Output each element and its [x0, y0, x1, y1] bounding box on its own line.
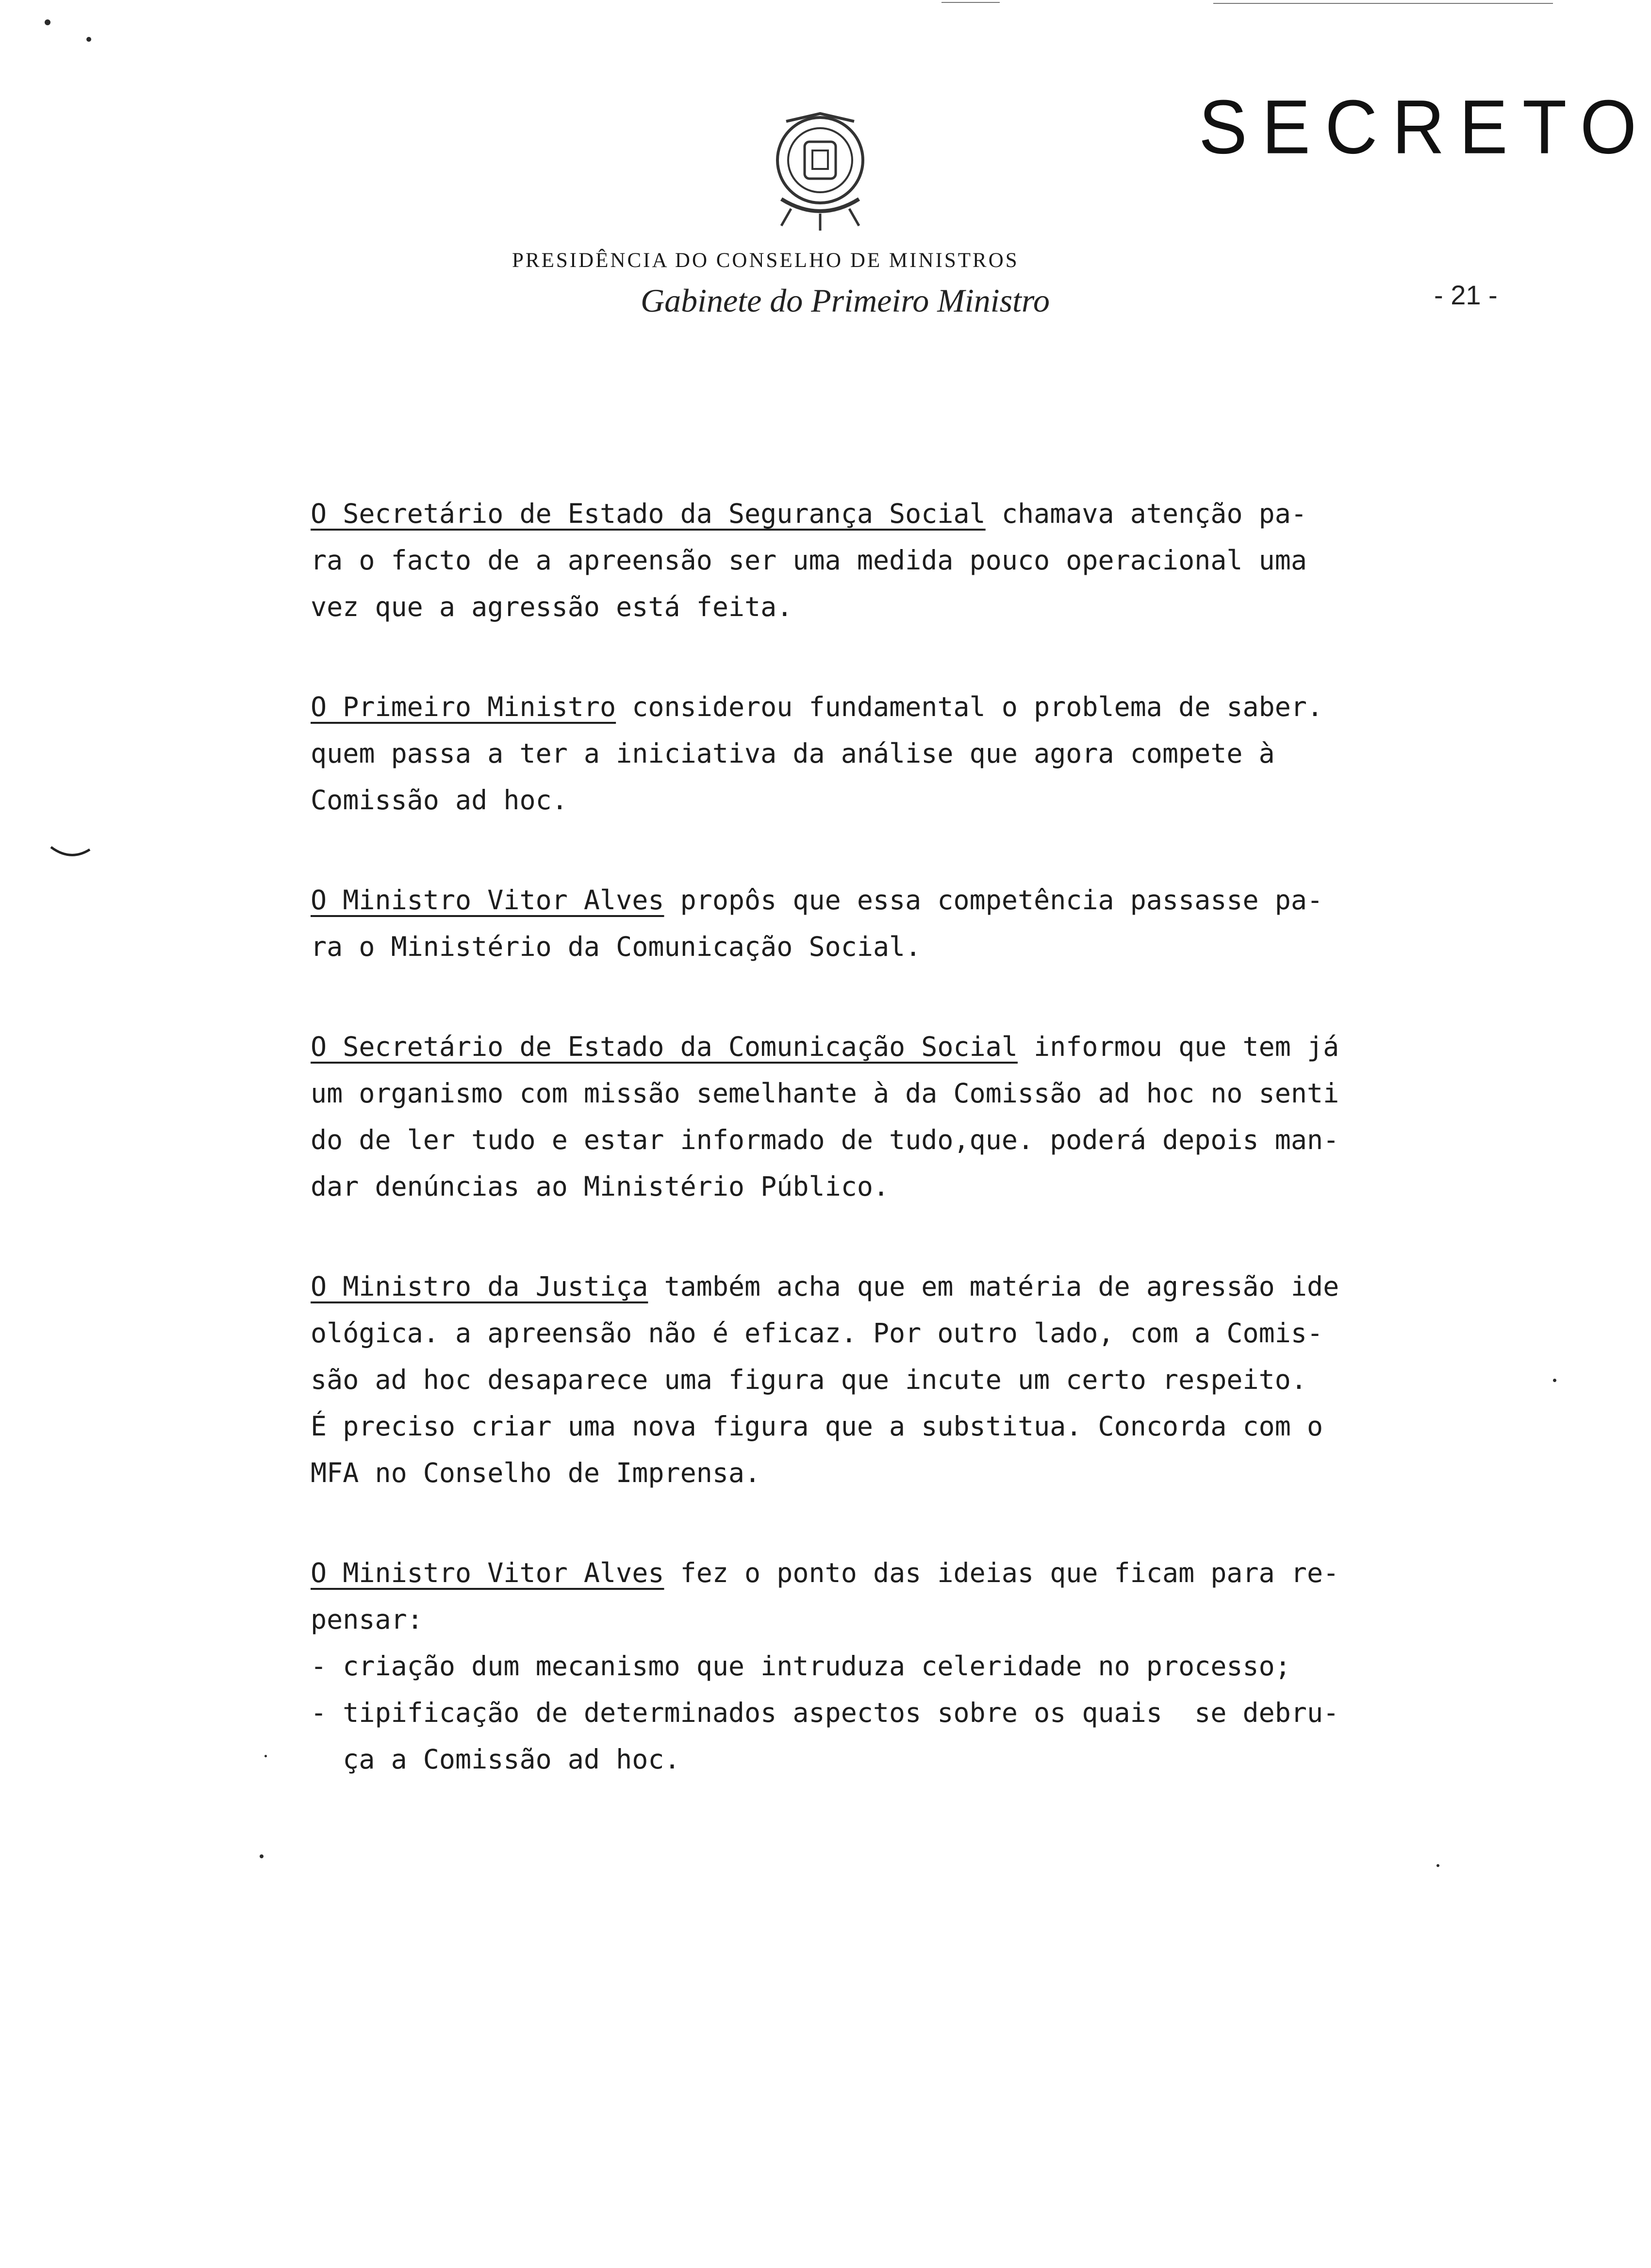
paragraph-line: [311, 877, 1456, 923]
paragraph-line: ra o facto de a apreensão ser uma medida pouco operacional uma: [311, 545, 1307, 576]
speaker-name: O Secretário de Estado da Comunicação Social: [311, 1031, 1018, 1062]
paragraph-line: pensar:: [311, 1604, 423, 1635]
statement-text: fez o ponto das ideias que ficam para re-: [664, 1557, 1339, 1588]
institution-name: PRESIDÊNCIA DO CONSELHO DE MINISTROS: [512, 249, 1019, 272]
secret-stamp: SECRETO: [1199, 83, 1651, 170]
paragraph-line: [311, 1550, 1456, 1596]
scan-speck: [1436, 1864, 1439, 1867]
paragraph-line: ra o Ministério da Comunicação Social.: [311, 931, 922, 962]
speaker-name: O Secretário de Estado da Segurança Social: [311, 498, 986, 529]
paragraph-line: um organismo com missão semelhante à da Comissão ad hoc no senti: [311, 1078, 1339, 1109]
paragraph-line: quem passa a ter a iniciativa da análise que agora compete à: [311, 738, 1275, 769]
minutes-paragraph: [311, 684, 1456, 823]
paragraph-line: são ad hoc desaparece uma figura que incute um certo respeito.: [311, 1364, 1307, 1395]
bullet-list: [311, 1643, 1456, 1783]
statement-text: informou que tem já: [1017, 1031, 1339, 1062]
paragraph-line: do de ler tudo e estar informado de tudo,que. poderá depois man-: [311, 1124, 1339, 1155]
list-item: - criação dum mecanismo que intruduza celeridade no processo;: [311, 1651, 1291, 1682]
minutes-paragraph: [311, 1023, 1456, 1210]
paragraph-line: [311, 684, 1456, 730]
list-item: ça a Comissão ad hoc.: [311, 1744, 680, 1775]
page-number: - 21 -: [1434, 280, 1498, 310]
statement-text: considerou fundamental o problema de saber.: [616, 691, 1323, 722]
speaker-name: O Ministro Vitor Alves: [311, 1557, 664, 1588]
minutes-paragraph: [311, 1550, 1456, 1643]
paragraph-line: vez que a agressão está feita.: [311, 591, 793, 622]
paragraph-line: dar denúncias ao Ministério Público.: [311, 1171, 890, 1202]
statement-text: propôs que essa competência passasse pa-: [664, 884, 1323, 916]
minutes-body: [311, 490, 1456, 1783]
scan-edge-line: [1213, 3, 1553, 4]
paragraph-line: [311, 1023, 1456, 1070]
speaker-name: O Ministro Vitor Alves: [311, 884, 664, 916]
paragraph-line: [311, 1263, 1456, 1310]
statement-text: também acha que em matéria de agressão ide: [648, 1271, 1339, 1302]
minutes-paragraph: [311, 877, 1456, 970]
scan-speck: [264, 1755, 267, 1757]
scan-mark: [49, 845, 92, 859]
speaker-name: O Ministro da Justiça: [311, 1271, 648, 1302]
scan-edge-line: [941, 2, 1000, 3]
office-name: Gabinete do Primeiro Ministro: [641, 282, 1050, 319]
speaker-name: O Primeiro Ministro: [311, 691, 616, 722]
list-item: - tipificação de determinados aspectos sobre os quais se debru-: [311, 1697, 1339, 1728]
minutes-paragraph: [311, 1263, 1456, 1496]
coat-of-arms-icon: [762, 112, 878, 233]
paragraph-line: É preciso criar uma nova figura que a substitua. Concorda com o: [311, 1411, 1323, 1442]
scan-speck: [45, 19, 50, 25]
statement-text: chamava atenção pa-: [985, 498, 1307, 529]
scan-speck: [86, 37, 91, 42]
scan-speck: [260, 1854, 264, 1858]
paragraph-line: ológica. a apreensão não é eficaz. Por outro lado, com a Comis-: [311, 1317, 1323, 1349]
scan-speck: [1553, 1379, 1556, 1382]
paragraph-line: MFA no Conselho de Imprensa.: [311, 1457, 761, 1488]
minutes-paragraph: [311, 490, 1456, 630]
paragraph-line: Comissão ad hoc.: [311, 784, 568, 816]
paragraph-line: [311, 490, 1456, 537]
